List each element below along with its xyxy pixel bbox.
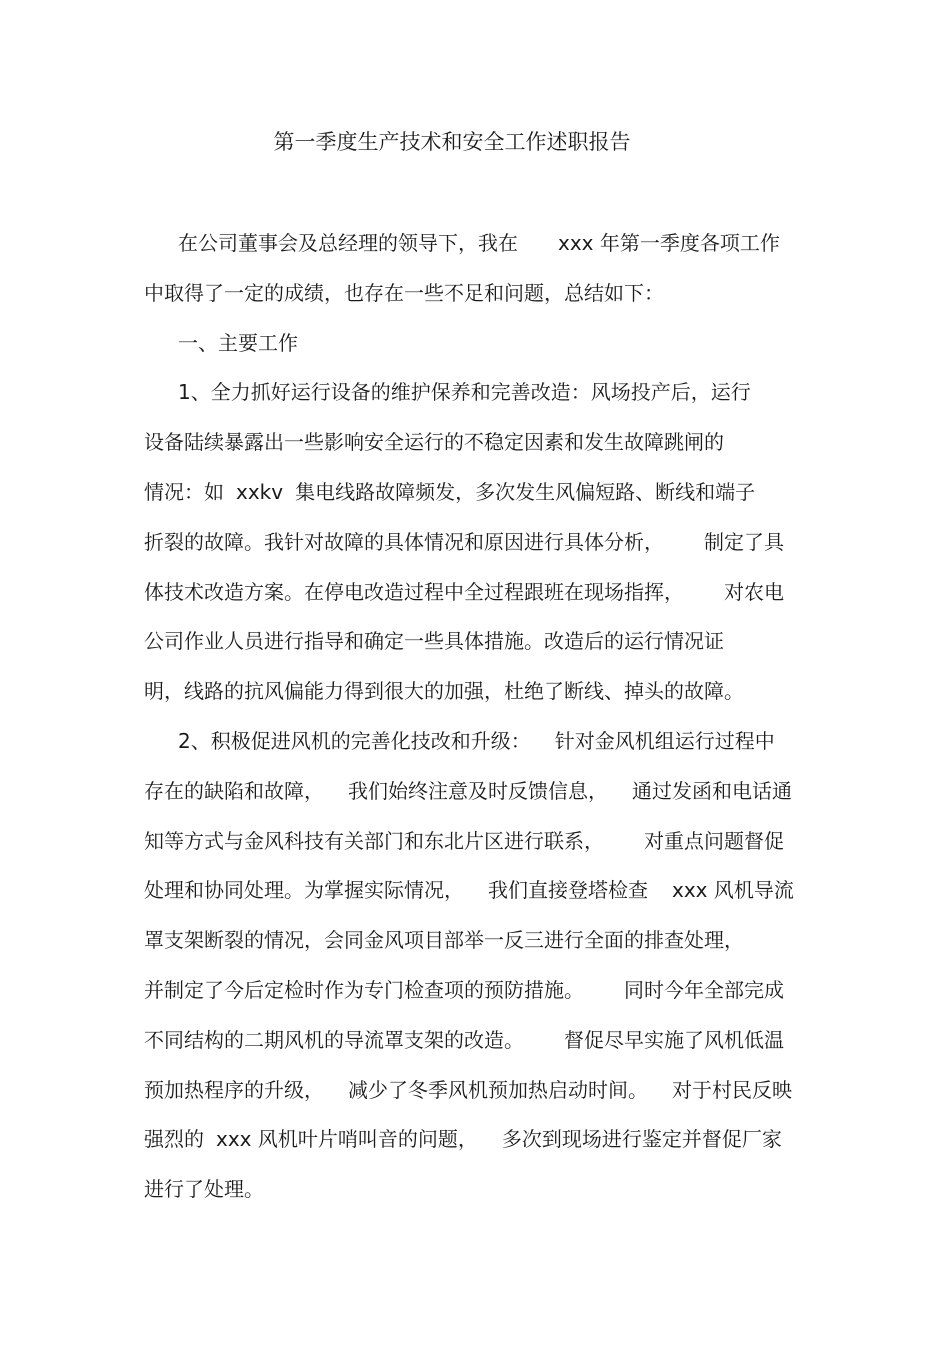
text-segment: 2、积极促进风机的完善化技改和升级：: [178, 728, 531, 753]
text-segment: xxx 风机叶片哨叫音的问题，: [216, 1127, 478, 1152]
text-segment: 不同结构的二期风机的导流罩支架的改造。: [144, 1027, 524, 1052]
text-segment: 我们直接登塔检查: [488, 878, 648, 903]
paragraph-line: [144, 1072, 814, 1122]
paragraph-line: [144, 922, 814, 972]
text-segment: 通过发函和电话通: [632, 778, 792, 803]
paragraph-line: [144, 872, 814, 922]
text-segment: 进行了处理。: [144, 1177, 264, 1202]
text-segment: 明，线路的抗风偏能力得到很大的加强，杜绝了断线、掉头的故障。: [144, 679, 744, 704]
paragraph-line: [144, 424, 814, 474]
document-body: [144, 225, 814, 1221]
text-segment: 体技术改造方案。在停电改造过程中全过程跟班在现场指挥，: [144, 579, 684, 604]
paragraph-line: [144, 623, 814, 673]
text-segment: 督促尽早实施了风机低温: [564, 1027, 784, 1052]
text-segment: 存在的缺陷和故障，: [144, 778, 324, 803]
text-segment: 一、主要工作: [178, 330, 298, 355]
text-segment: 罩支架断裂的情况，会同金风项目部举一反三进行全面的排查处理，: [144, 928, 744, 953]
text-segment: 折裂的故障。我针对故障的具体情况和原因进行具体分析，: [144, 529, 664, 554]
text-segment: 对农电: [724, 579, 784, 604]
text-segment: 并制定了今后定检时作为专门检查项的预防措施。: [144, 977, 584, 1002]
paragraph-line: [144, 1022, 814, 1072]
text-segment: 公司作业人员进行指导和确定一些具体措施。改造后的运行情况证: [144, 629, 724, 654]
paragraph-line: [144, 574, 814, 624]
paragraph-line: [144, 374, 814, 424]
text-segment: 处理和协同处理。为掌握实际情况，: [144, 878, 464, 903]
text-segment: xxkv: [236, 479, 284, 504]
text-segment: 对重点问题督促: [644, 828, 784, 853]
text-segment: 集电线路故障频发，多次发生风偏短路、断线和端子: [295, 479, 756, 504]
paragraph-line: [144, 275, 814, 325]
text-segment: 制定了具: [704, 529, 784, 554]
paragraph-line: [144, 1171, 814, 1221]
text-segment: 多次到现场进行鉴定并督促厂家: [501, 1127, 782, 1152]
paragraph-line: [144, 524, 814, 574]
text-segment: 针对金风机组运行过程中: [554, 728, 775, 753]
text-segment: 同时今年全部完成: [624, 977, 784, 1002]
paragraph-line: [144, 474, 814, 524]
paragraph-line: [144, 723, 814, 773]
paragraph-line: [144, 225, 814, 275]
text-segment: xxx 年第一季度各项工作: [558, 231, 780, 255]
paragraph-line: [144, 823, 814, 873]
text-segment: 情况：如: [144, 479, 224, 504]
text-segment: 1、全力抓好运行设备的维护保养和完善改造：风场投产后，运行: [178, 380, 751, 405]
text-segment: 强烈的: [144, 1127, 204, 1152]
paragraph-line: [144, 1121, 814, 1171]
text-segment: 预加热程序的升级，: [144, 1077, 324, 1102]
text-segment: 对于村民反映: [672, 1077, 792, 1102]
paragraph-line: [144, 773, 814, 823]
paragraph-line: [144, 673, 814, 723]
paragraph-line: [144, 972, 814, 1022]
text-segment: 减少了冬季风机预加热启动时间。: [348, 1077, 648, 1102]
paragraph-line: [144, 325, 814, 375]
text-segment: xxx 风机导流: [672, 878, 794, 903]
text-segment: 在公司董事会及总经理的领导下，我在: [178, 231, 518, 255]
document-title: 第一季度生产技术和安全工作述职报告: [273, 130, 631, 154]
text-segment: 设备陆续暴露出一些影响安全运行的不稳定因素和发生故障跳闸的: [144, 430, 724, 455]
text-segment: 中取得了一定的成绩，也存在一些不足和问题，总结如下：: [144, 280, 664, 305]
text-segment: 知等方式与金风科技有关部门和东北片区进行联系，: [144, 828, 604, 853]
text-segment: 我们始终注意及时反馈信息，: [348, 778, 608, 803]
